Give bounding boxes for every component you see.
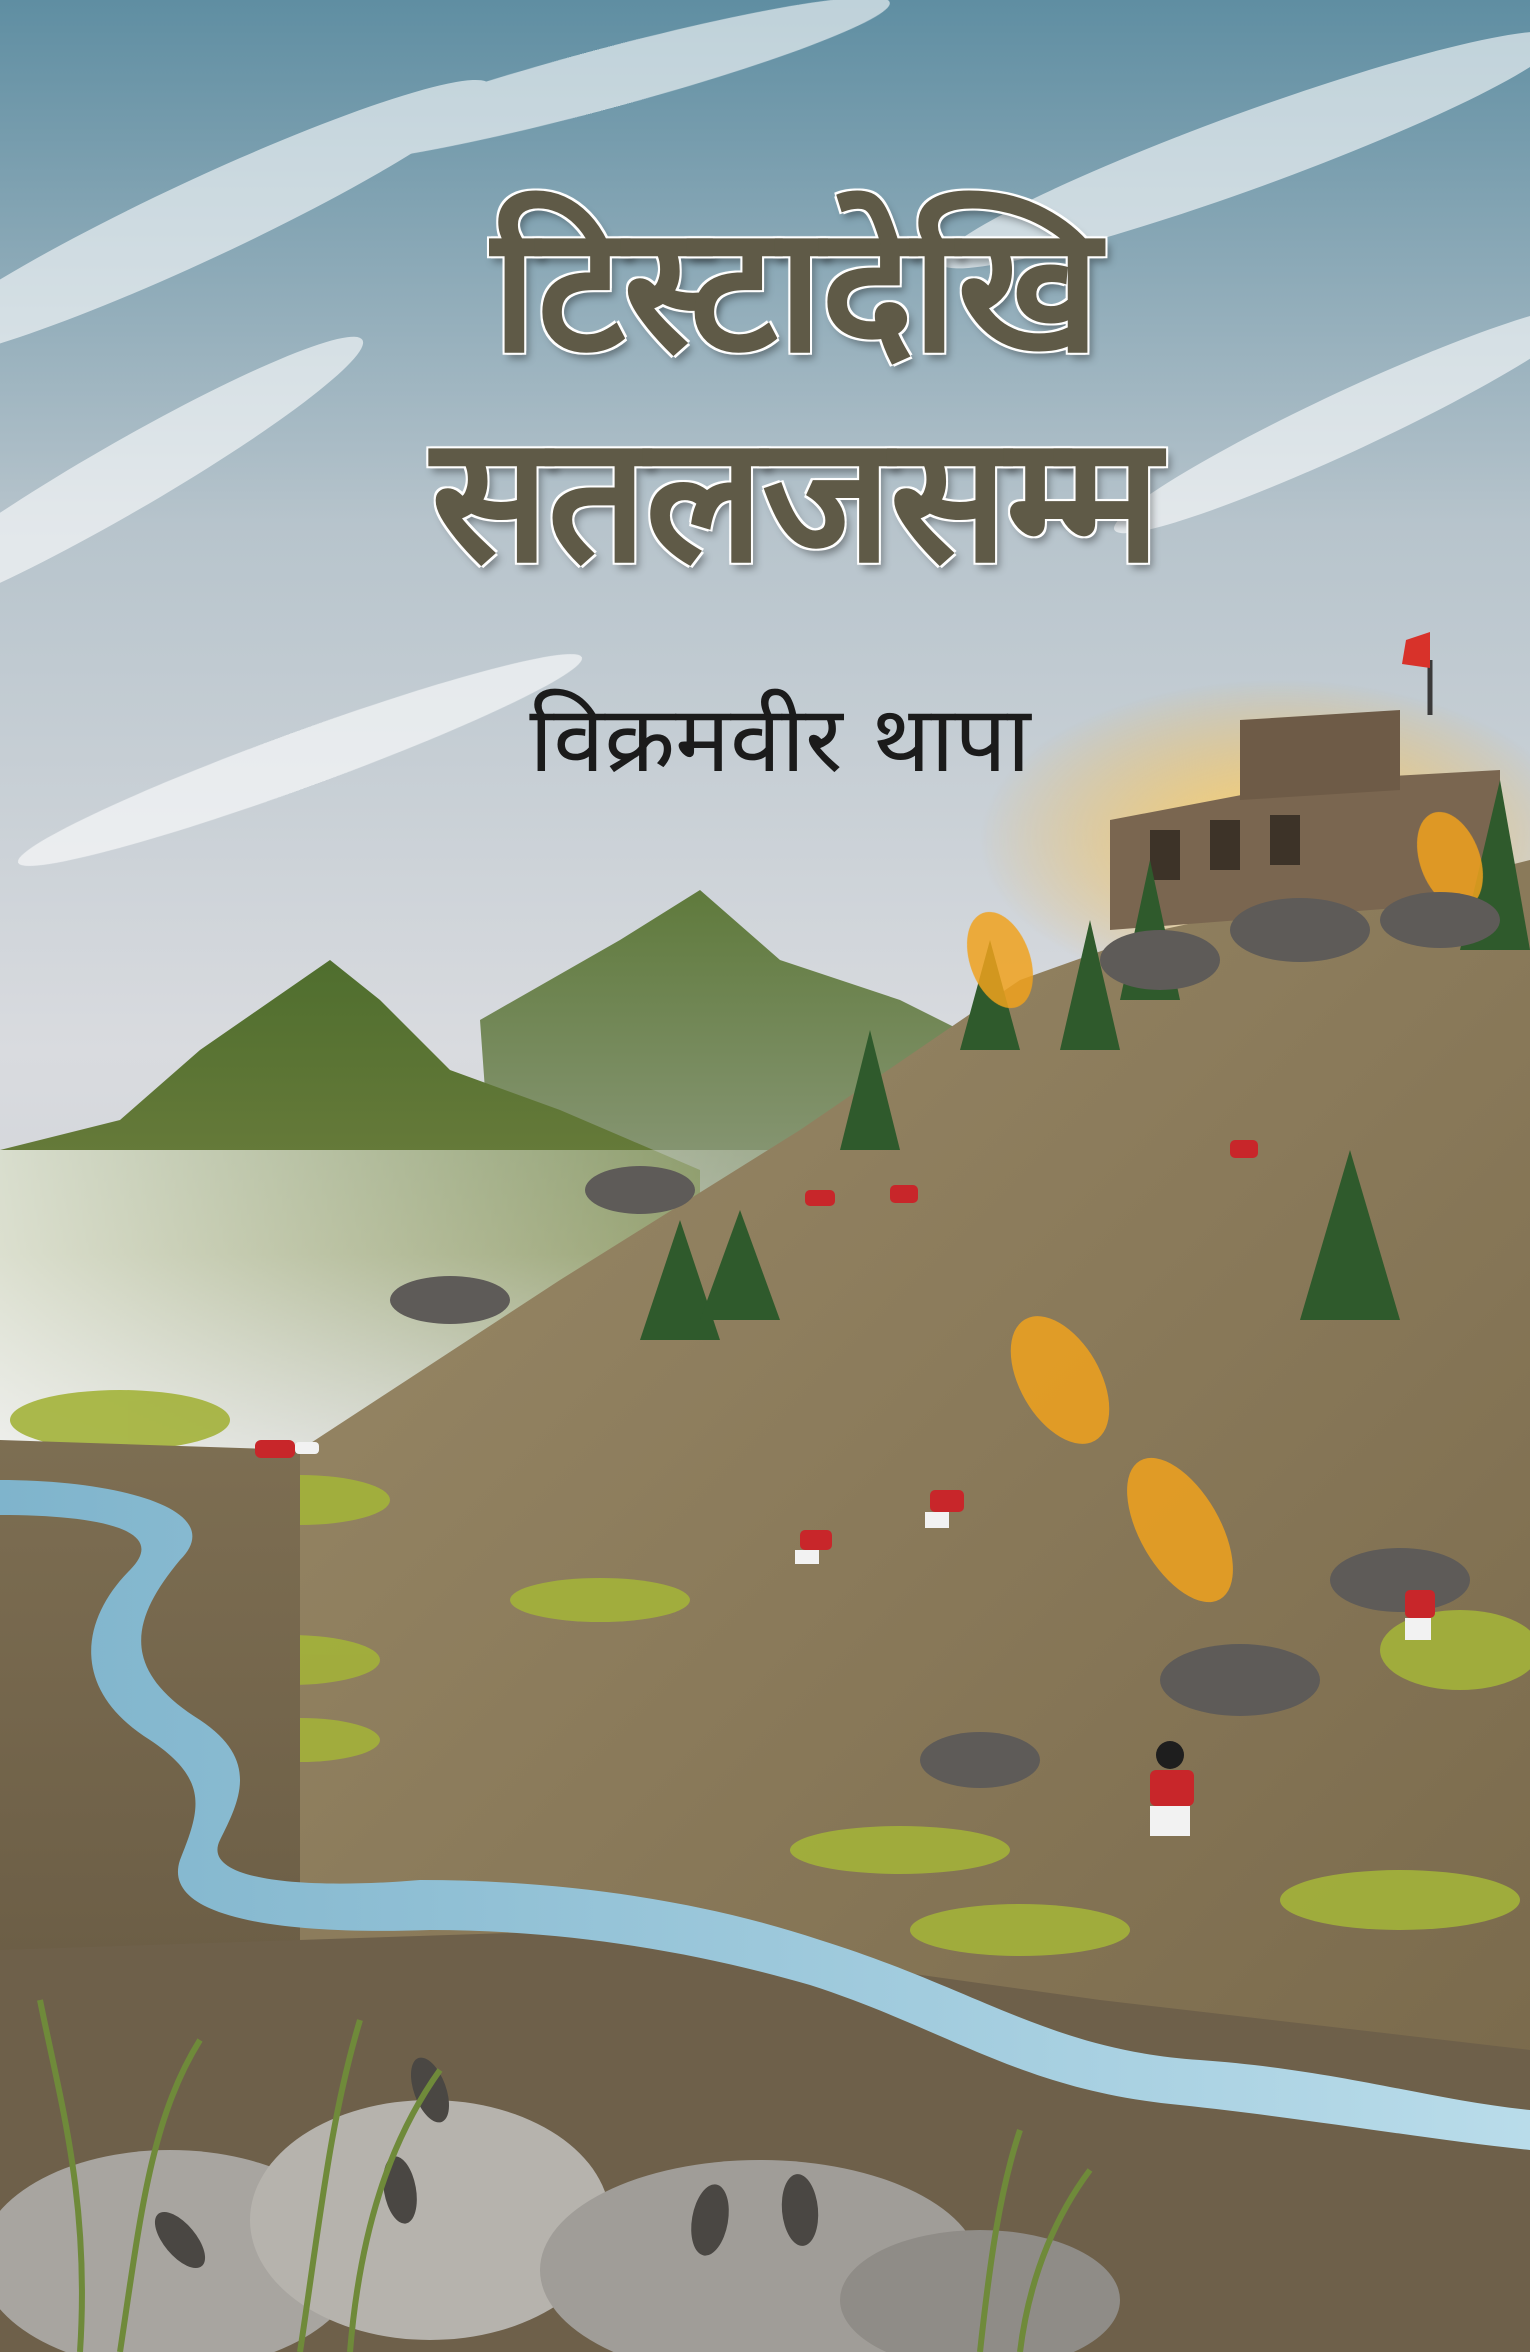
soldier-figure: [1230, 1140, 1258, 1158]
book-title-line-2: सतलजसम्म: [431, 397, 1159, 602]
book-title-line-1: टिस्टादेखि: [491, 187, 1099, 392]
soldier-figure: [805, 1190, 835, 1206]
soldier-figure: [890, 1185, 918, 1203]
author-name: विक्रमवीर थापा: [529, 686, 1031, 793]
soldier-figure: [1405, 1590, 1435, 1640]
